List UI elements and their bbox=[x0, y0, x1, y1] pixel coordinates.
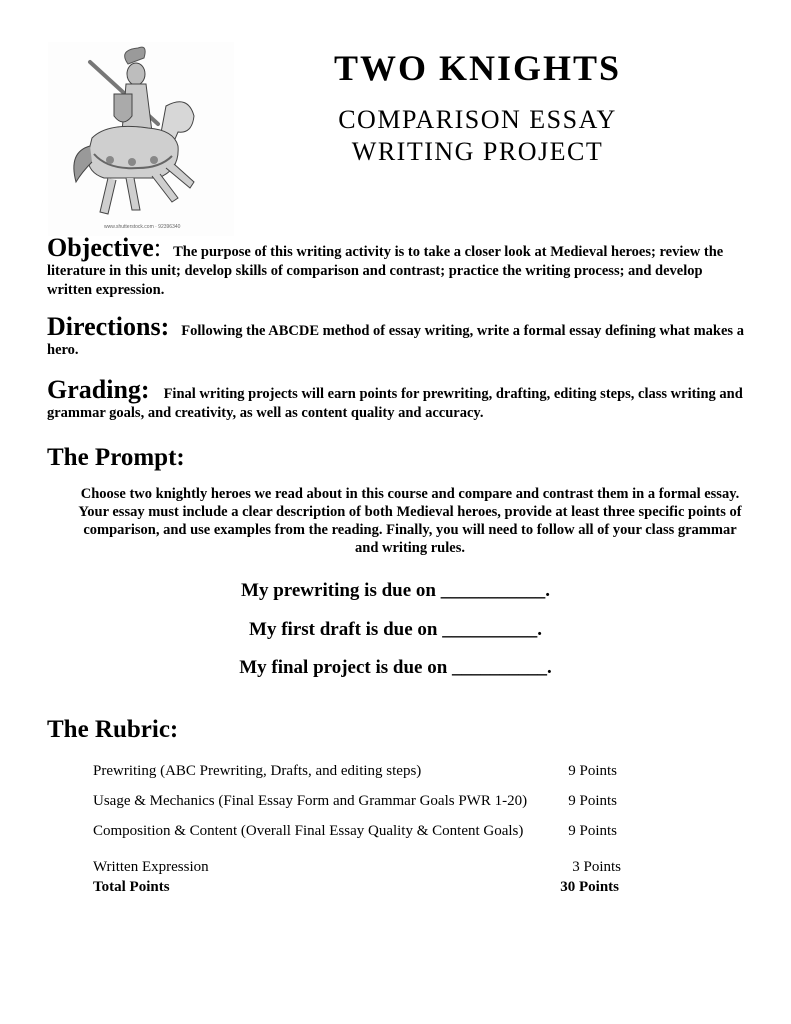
directions-section bbox=[47, 312, 747, 360]
prewriting-due: My prewriting is due on ___________. bbox=[241, 580, 550, 601]
grading-text: Final writing projects will earn points for prewriting, drafting, editing steps, class writing and grammar goals, and creativity, as well as content quality and accuracy. bbox=[47, 386, 743, 421]
objective-section bbox=[47, 233, 747, 300]
final-project-due: My final project is due on __________. bbox=[239, 657, 552, 678]
rubric-row-label: Composition & Content (Overall Final Essay Quality & Content Goals) bbox=[93, 823, 524, 839]
rubric-row-points: 9 Points bbox=[568, 823, 617, 839]
rubric-table bbox=[93, 763, 633, 899]
rubric-row-label: Usage & Mechanics (Final Essay Form and Grammar Goals PWR 1-20) bbox=[93, 793, 528, 809]
page-header bbox=[280, 48, 675, 168]
page-title: TWO KNIGHTS bbox=[333, 48, 622, 88]
knight-illustration bbox=[48, 42, 234, 236]
rubric-total-label: Total Points bbox=[93, 879, 170, 895]
grading-label: Grading: bbox=[47, 375, 150, 404]
rubric-total-points: 30 Points bbox=[560, 879, 619, 895]
rubric-total-row bbox=[93, 879, 633, 899]
image-credit: www.shutterstock.com · 92396340 bbox=[104, 224, 181, 230]
rubric-row bbox=[93, 859, 633, 879]
first-draft-due: My first draft is due on __________. bbox=[249, 619, 542, 640]
objective-colon: : bbox=[153, 233, 162, 262]
rubric-row-points: 9 Points bbox=[568, 763, 617, 779]
page-subtitle-line2: WRITING PROJECT bbox=[351, 137, 604, 166]
directions-label: Directions: bbox=[47, 312, 170, 341]
rubric-row-points: 9 Points bbox=[568, 793, 617, 809]
directions-text: Following the ABCDE method of essay writing, write a formal essay defining what makes a hero. bbox=[47, 323, 744, 358]
objective-text: The purpose of this writing activity is to take a closer look at Medieval heroes; review the literature in this unit; develop skills of comparison and contrast; practice the writing process; and develop written expression. bbox=[47, 244, 724, 298]
rubric-row bbox=[93, 793, 633, 813]
prompt-text: Choose two knightly heroes we read about in this course and compare and contrast them in a formal essay. Your essay must include a clear description of both Medieval heroes, provide at least three specific points of comparison, and use examples from the reading. Finally, you will need to follow all of your class grammar and writing rules. bbox=[78, 486, 742, 556]
rubric-row bbox=[93, 763, 633, 783]
page-subtitle-line1: COMPARISON ESSAY bbox=[338, 105, 617, 134]
grading-section bbox=[47, 375, 747, 423]
rubric-row-label: Prewriting (ABC Prewriting, Drafts, and editing steps) bbox=[93, 763, 422, 779]
objective-label: Objective bbox=[47, 233, 154, 262]
rubric-row-label: Written Expression bbox=[93, 859, 209, 875]
rubric-heading: The Rubric: bbox=[47, 716, 179, 743]
rubric-row bbox=[93, 823, 633, 843]
prompt-heading: The Prompt: bbox=[47, 444, 185, 471]
rubric-row-points: 3 Points bbox=[572, 859, 621, 875]
